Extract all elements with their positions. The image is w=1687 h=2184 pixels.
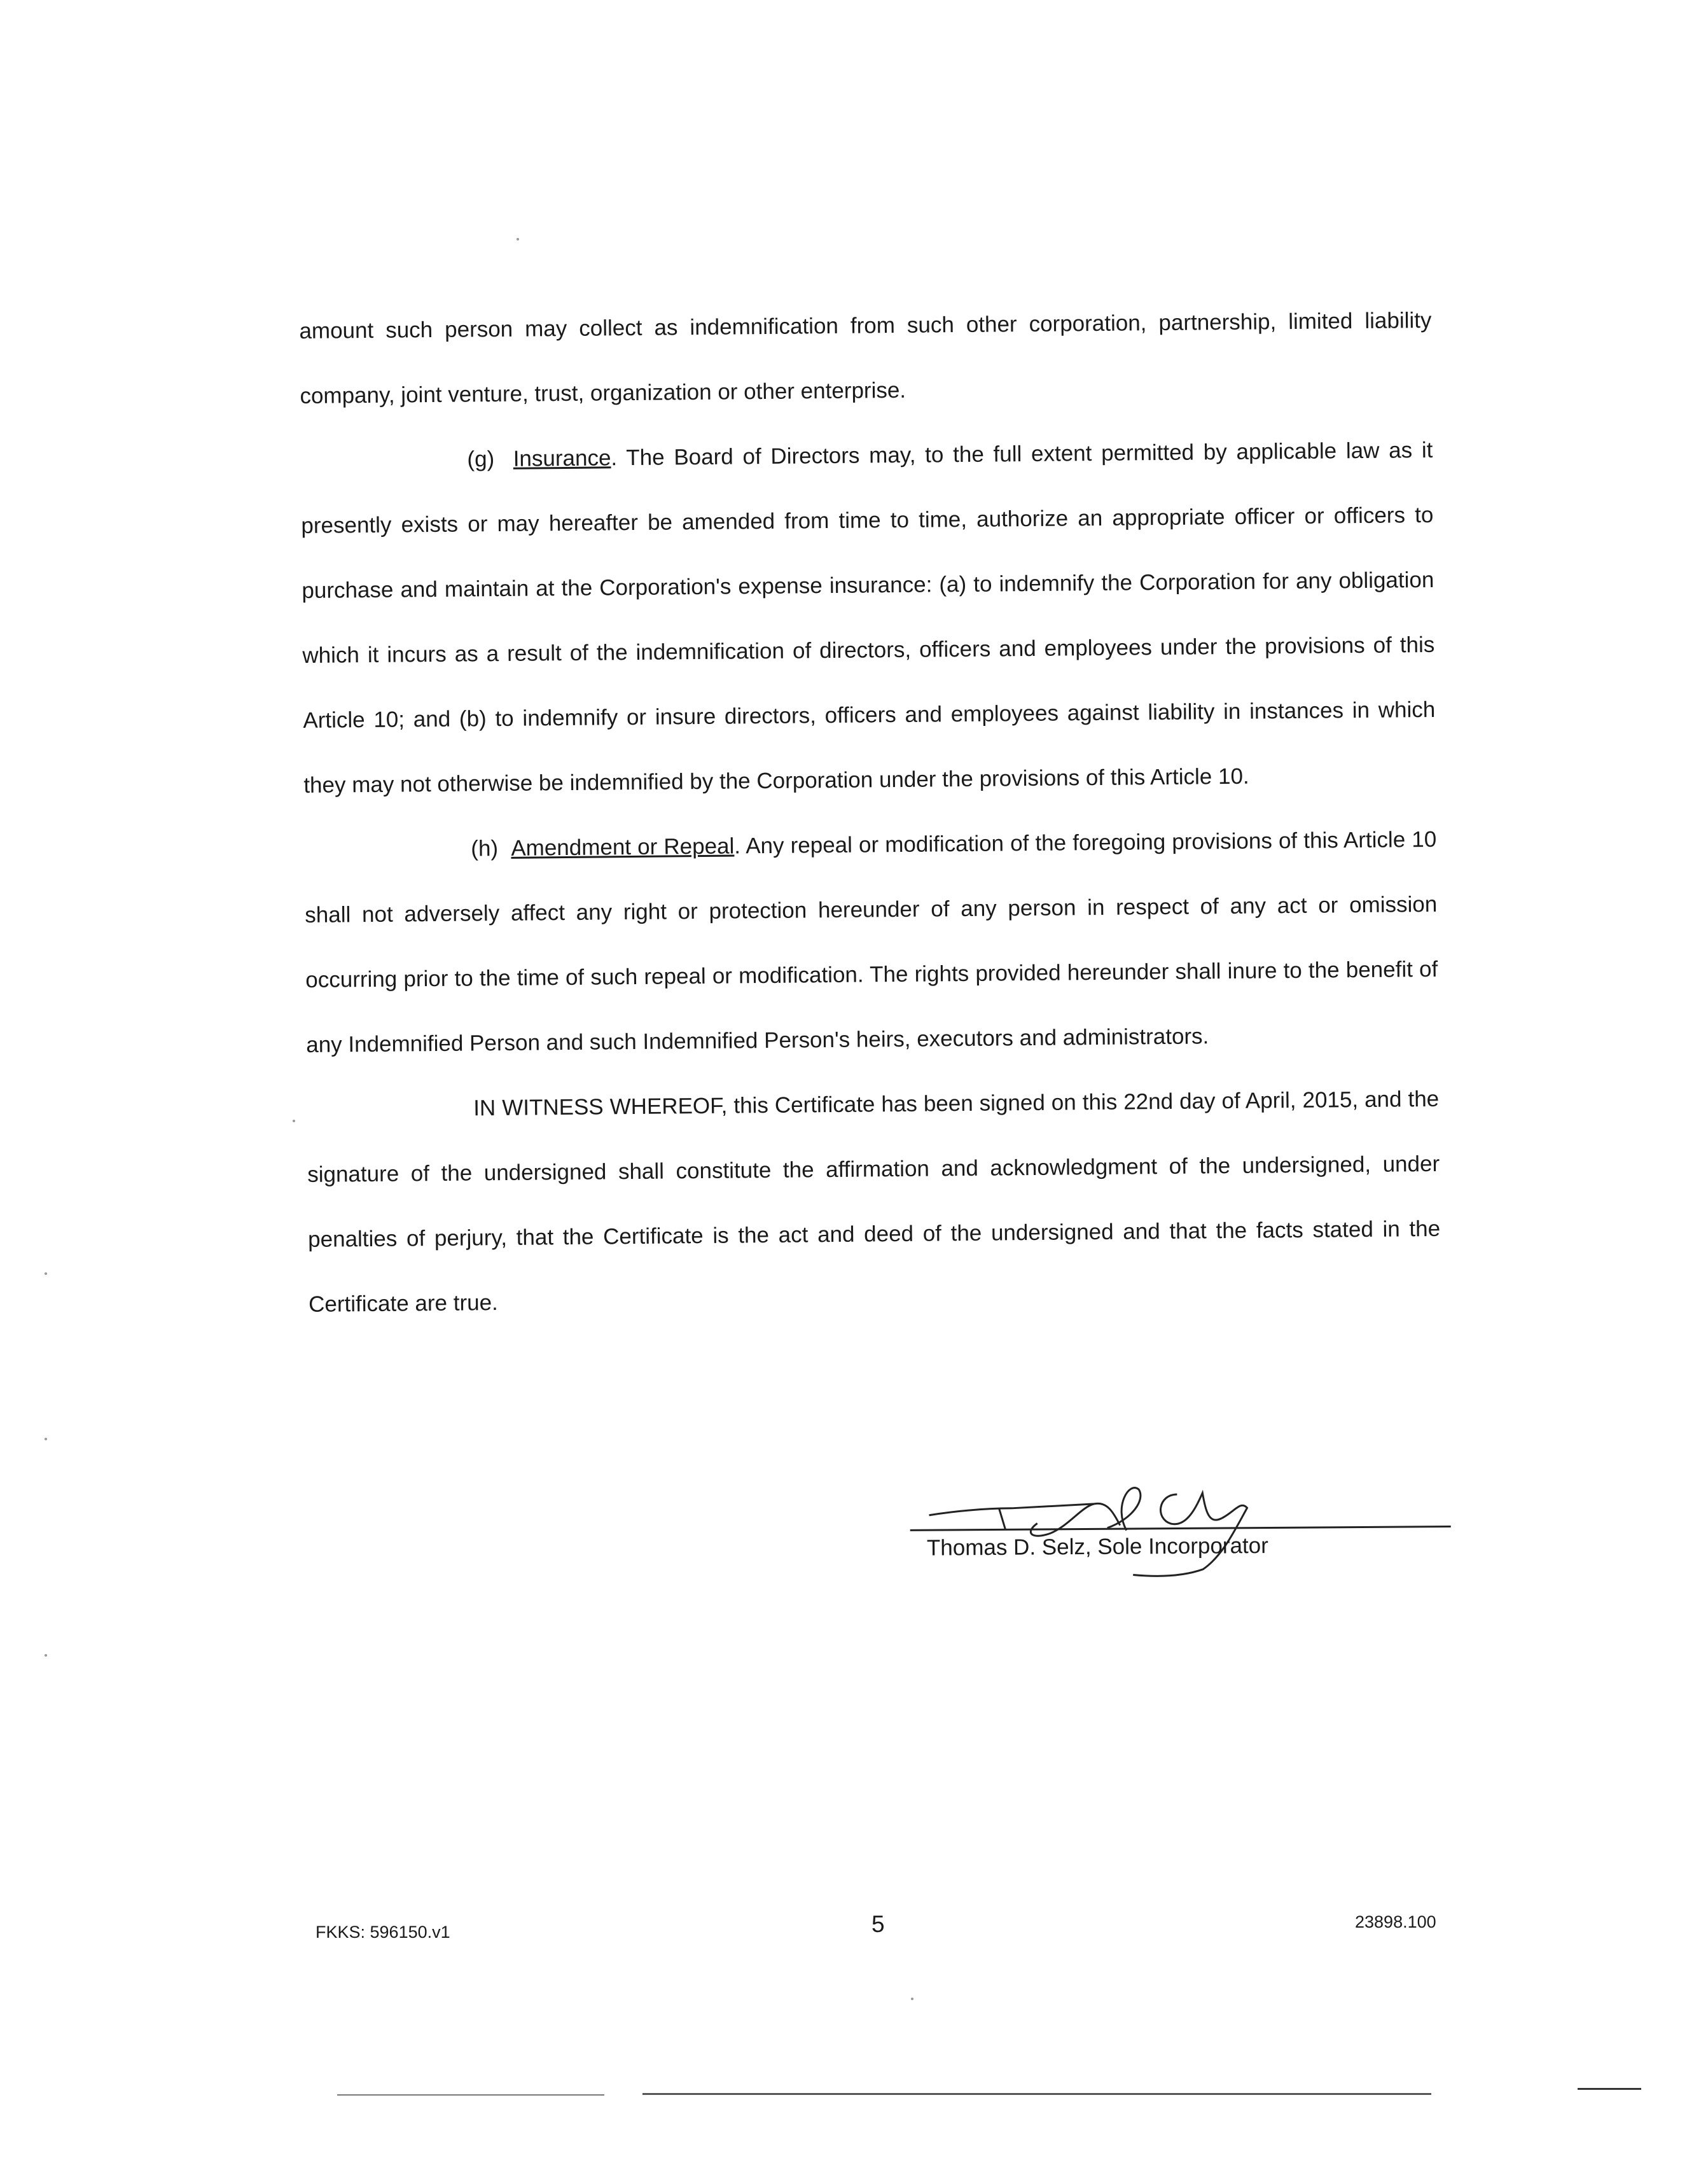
scan-artifact-dot: [45, 1438, 47, 1440]
paragraph-label: (h): [471, 836, 499, 861]
paragraph-text: . Any repeal or modification of the foregoing provisions of this Article 10 shall not adversely affect any right or protection hereunder of any person in respect of any act or omission occurring prior to the time of such repeal or modification. The rights provided hereunder shall inure to the benefit of any Indemnified Person and such Indemnified Person's heirs, executors and administrators.: [305, 826, 1438, 1057]
paragraph-text: . The Board of Directors may, to the full extent permitted by applicable law as it presently exists or may hereafter be amended from time to time, authorize an appropriate officer or officers to purchase and maintain at the Corporation's expense insurance: (a) to indemnify the Corporation for any obligation which it incurs as a result of the indemnification of directors, officers and employees under the provisions of this Article 10; and (b) to indemnify or insure directors, officers and employees against liability in instances in which they may not otherwise be indemnified by the Corporation under the provisions of this Article 10.: [301, 437, 1436, 798]
scan-artifact-dot: [911, 1998, 913, 2000]
scan-artifact-dot: [45, 1654, 47, 1657]
scan-artifact-line: [337, 2094, 604, 2096]
paragraph-heading-amendment: Amendment or Repeal: [511, 833, 735, 861]
page-number: 5: [871, 1911, 885, 1937]
paragraph-insurance: [300, 418, 1436, 818]
footer-document-id: FKKS: 596150.v1: [316, 1923, 450, 1942]
paragraph-label: (g): [467, 447, 495, 472]
paragraph-continuation: amount such person may collect as indemnification from such other corporation, partnership, limited liability company, joint venture, trust, organization or other enterprise.: [299, 307, 1432, 408]
signature-block: [903, 1459, 1464, 1603]
signatory-name: Thomas D. Selz, Sole Incorporator: [926, 1533, 1268, 1561]
scan-artifact-line: [642, 2093, 1431, 2095]
paragraph-amendment: [304, 807, 1439, 1078]
paragraph-witness: IN WITNESS WHEREOF, this Certificate has been signed on this 22nd day of April, 2015, and the signature of the undersigned shall constitute the affirmation and acknowledgment of the undersigned, under penalties of perjury, that the Certificate is the act and deed of the undersigned and that the facts stated in the Certificate are true.: [307, 1086, 1441, 1317]
scan-artifact-dot: [293, 1120, 295, 1122]
paragraph-heading-insurance: Insurance: [513, 445, 611, 471]
footer-matter-number: 23898.100: [1355, 1912, 1436, 1931]
scan-artifact-dot: [45, 1272, 47, 1275]
scan-artifact-line: [1578, 2088, 1641, 2090]
handwritten-signature: [903, 1459, 1464, 1603]
scan-artifact-dot: [517, 238, 519, 240]
document-body: [299, 288, 1441, 1337]
